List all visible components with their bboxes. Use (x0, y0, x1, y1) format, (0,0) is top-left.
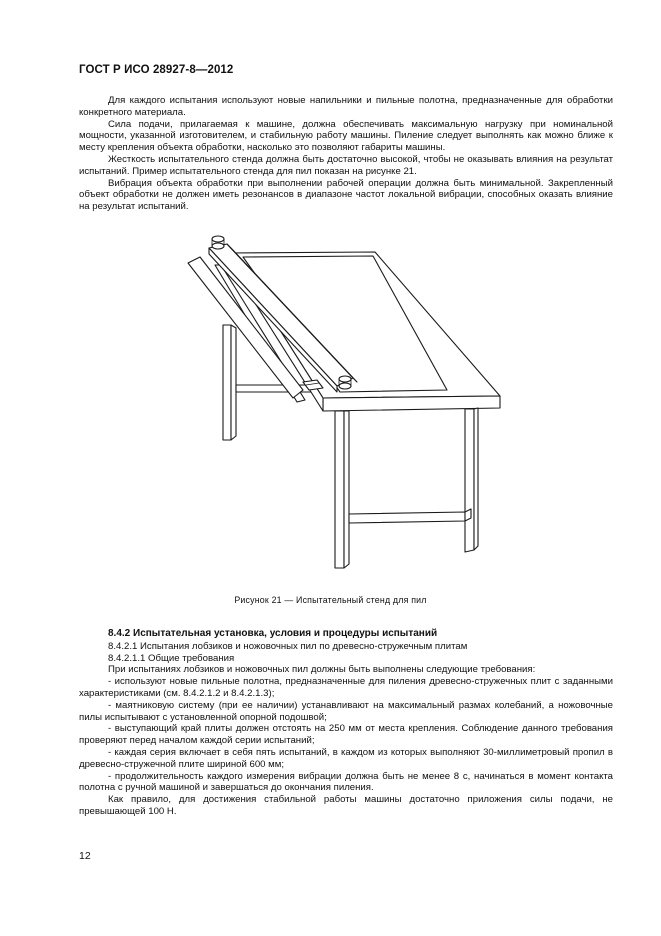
page-number: 12 (79, 850, 91, 862)
list-item: - маятниковую систему (при ее наличии) устанавливают на максимальный размах колебаний, а ножовочные пилы испытывают с установленной опорной подошвой; (79, 699, 613, 723)
paragraph: Сила подачи, прилагаемая к машине, должна обеспечивать максимальную нагрузку при номинальной мощности, указанной изготовителем, и стабильную работу машины. Пиление следует выполнять как можно ближе к месту крепления объекта обработки, насколько это позволяют габариты машины. (79, 118, 613, 154)
section-heading: 8.4.2 Испытательная установка, условия и процедуры испытаний (108, 628, 438, 639)
figure-caption: Рисунок 21 — Испытательный стенд для пил (234, 595, 427, 605)
list-item: - продолжительность каждого измерения вибрации должна быть не менее 8 с, начинаться в момент контакта полотна с ручной машиной и завершаться до окончания пиления. (79, 770, 613, 794)
subsection-title: 8.4.2.1.1 Общие требования (108, 652, 235, 664)
intro-text (79, 95, 613, 213)
document-header: ГОСТ Р ИСО 28927-8—2012 (79, 64, 234, 76)
section-8-4-2 (79, 628, 613, 818)
paragraph: Вибрация объекта обработки при выполнении рабочей операции должна быть минимальной. Закрепленный объект обработки не должен иметь резонансов в диапазоне частот локальной вибрации, способных оказать влияние на результат испытаний. (79, 177, 613, 213)
list-item: - выступающий край плиты должен отстоять на 250 мм от места крепления. Соблюдение данного требования проверяют перед началом каждой серии испытаний; (79, 723, 613, 747)
list-item: - каждая серия включает в себя пять испытаний, в каждом из которых выполняют 30-миллиметровый пропил в древесно-стружечной плите шириной 600 мм; (79, 746, 613, 770)
paragraph: Жесткость испытательного стенда должна быть достаточно высокой, чтобы не оказывать влияния на результат испытаний. Пример испытательного стенда для пил показан на рисунке 21. (79, 153, 613, 177)
subsection-title: 8.4.2.1 Испытания лобзиков и ножовочных пил по древесно-стружечным плитам (108, 640, 468, 652)
paragraph: Как правило, для достижения стабильной работы машины достаточно приложения силы подачи, не превышающей 100 Н. (79, 794, 613, 817)
paragraph: При испытаниях лобзиков и ножовочных пил должны быть выполнены следующие требования: (108, 664, 536, 676)
test-stand-illustration (185, 230, 507, 572)
paragraph: Для каждого испытания используют новые напильники и пильные полотна, предназначенные для обработки конкретного материала. (79, 95, 613, 118)
list-item: - используют новые пильные полотна, предназначенные для пиления древесно-стружечных плит с заданными характеристиками (см. 8.4.2.1.2 и 8.4.2.1.3); (79, 676, 613, 699)
